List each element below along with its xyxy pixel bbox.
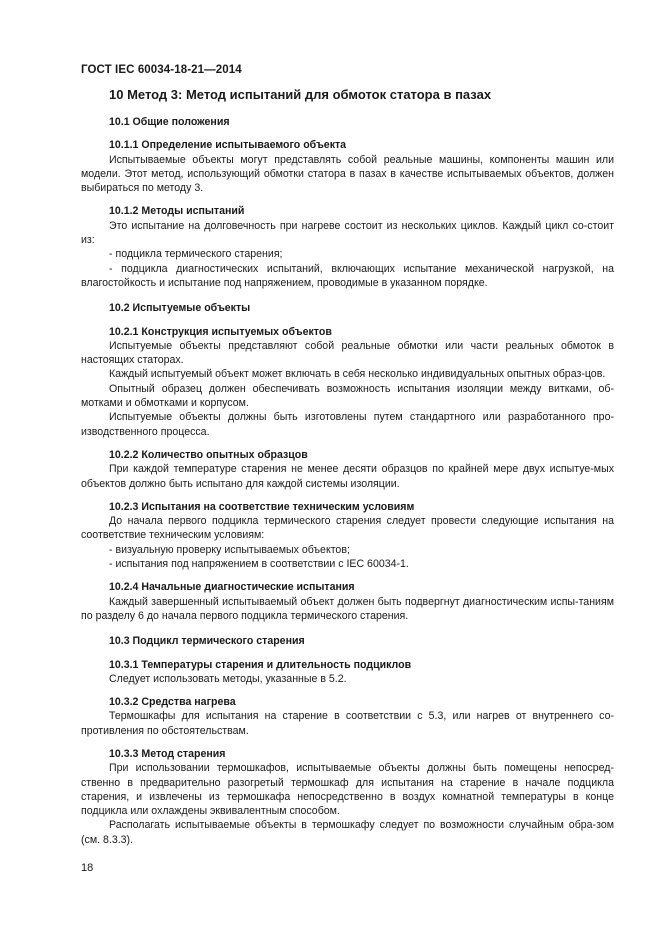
paragraph: При каждой температуре старения не менее десяти образцов по крайней мере двух испытуе-мых объектов должно быть испытано для каждой системы изоляции.: [81, 463, 614, 490]
list-item: - испытания под напряжением в соответствии с IEC 60034-1.: [109, 558, 409, 571]
paragraph: До начала первого подцикла термического старения следует провести следующие испытания на соответствие техническим условиям:: [81, 515, 614, 542]
heading-10-3: 10.3 Подцикл термического старения: [109, 635, 305, 648]
heading-10-2-3: 10.2.3 Испытания на соответствие техническим условиям: [109, 500, 415, 513]
paragraph: Испытуемые объекты должны быть изготовлены путем стандартного или разработанного про-изводственного процесса.: [81, 411, 614, 438]
heading-10-1-2: 10.1.2 Методы испытаний: [109, 205, 245, 218]
page-number: 18: [81, 862, 94, 874]
heading-10-2-4: 10.2.4 Начальные диагностические испытания: [109, 581, 355, 594]
heading-10-3-2: 10.3.2 Средства нагрева: [109, 696, 236, 709]
heading-10-2-1: 10.2.1 Конструкция испытуемых объектов: [109, 325, 332, 338]
heading-10-3-1: 10.3.1 Температуры старения и длительность подциклов: [109, 658, 412, 671]
list-item: - визуальную проверку испытываемых объектов;: [109, 543, 350, 556]
paragraph: Располагать испытываемые объекты в термошкафу следует по возможности случайным обра-зом (см. 8.3.3).: [81, 819, 614, 846]
heading-10-1-1: 10.1.1 Определение испытываемого объекта: [109, 139, 347, 152]
paragraph: Каждый завершенный испытываемый объект должен быть подвергнут диагностическим испы-таниям по разделу 6 до начала первого подцикла термического старения.: [81, 595, 614, 622]
list-item: - подцикла термического старения;: [109, 248, 283, 261]
paragraph: При использовании термошкафов, испытываемые объекты должны быть помещены непосред-ственно в предварительно разогретый термошкаф для испытания на старение в начале подцикла старения, и извлечены из термошкафа непосредственно в воздух комнатной температуры в конце подцикла или охлаждены эквивалентным способом.: [81, 762, 614, 818]
heading-10-2-2: 10.2.2 Количество опытных образцов: [109, 448, 308, 461]
paragraph: Следует использовать методы, указанные в 5.2.: [109, 672, 347, 685]
document-body: [81, 86, 614, 847]
list-item: - подцикла диагностических испытаний, включающих испытание механической нагрузкой, на влагостойкость и испытание под напряжением, проводимые в указанном порядке.: [81, 262, 614, 289]
paragraph: Испытываемые объекты могут представлять собой реальные машины, компоненты машин или модели. Этот метод, использующий обмотки статора в пазах в качестве испытываемых объектов, должен выбираться по методу 3.: [81, 153, 614, 195]
paragraph: Испытуемые объекты представляют собой реальные обмотки или части реальных обмоток в настоящих статорах.: [81, 339, 614, 367]
section-title: 10 Метод 3: Метод испытаний для обмоток статора в пазах: [109, 87, 492, 102]
paragraph: Каждый испытуемый объект может включать в себя несколько индивидуальных опытных образ-цов.: [109, 368, 606, 381]
paragraph: Это испытание на долговечность при нагреве состоит из нескольких циклов. Каждый цикл со-стоит из:: [81, 219, 614, 247]
paragraph: Опытный образец должен обеспечивать возможность испытания изоляции между витками, об-мотками и обмотками и корпусом.: [81, 382, 614, 410]
document-code-header: ГОСТ IEC 60034-18-21—2014: [81, 64, 242, 76]
heading-10-3-3: 10.3.3 Метод старения: [109, 747, 226, 760]
heading-10-1: 10.1 Общие положения: [109, 116, 230, 128]
heading-10-2: 10.2 Испытуемые объекты: [109, 302, 251, 315]
paragraph: Термошкафы для испытания на старение в соответствии с 5.3, или нагрев от внутреннего со-противления по обстоятельствам.: [81, 710, 614, 737]
